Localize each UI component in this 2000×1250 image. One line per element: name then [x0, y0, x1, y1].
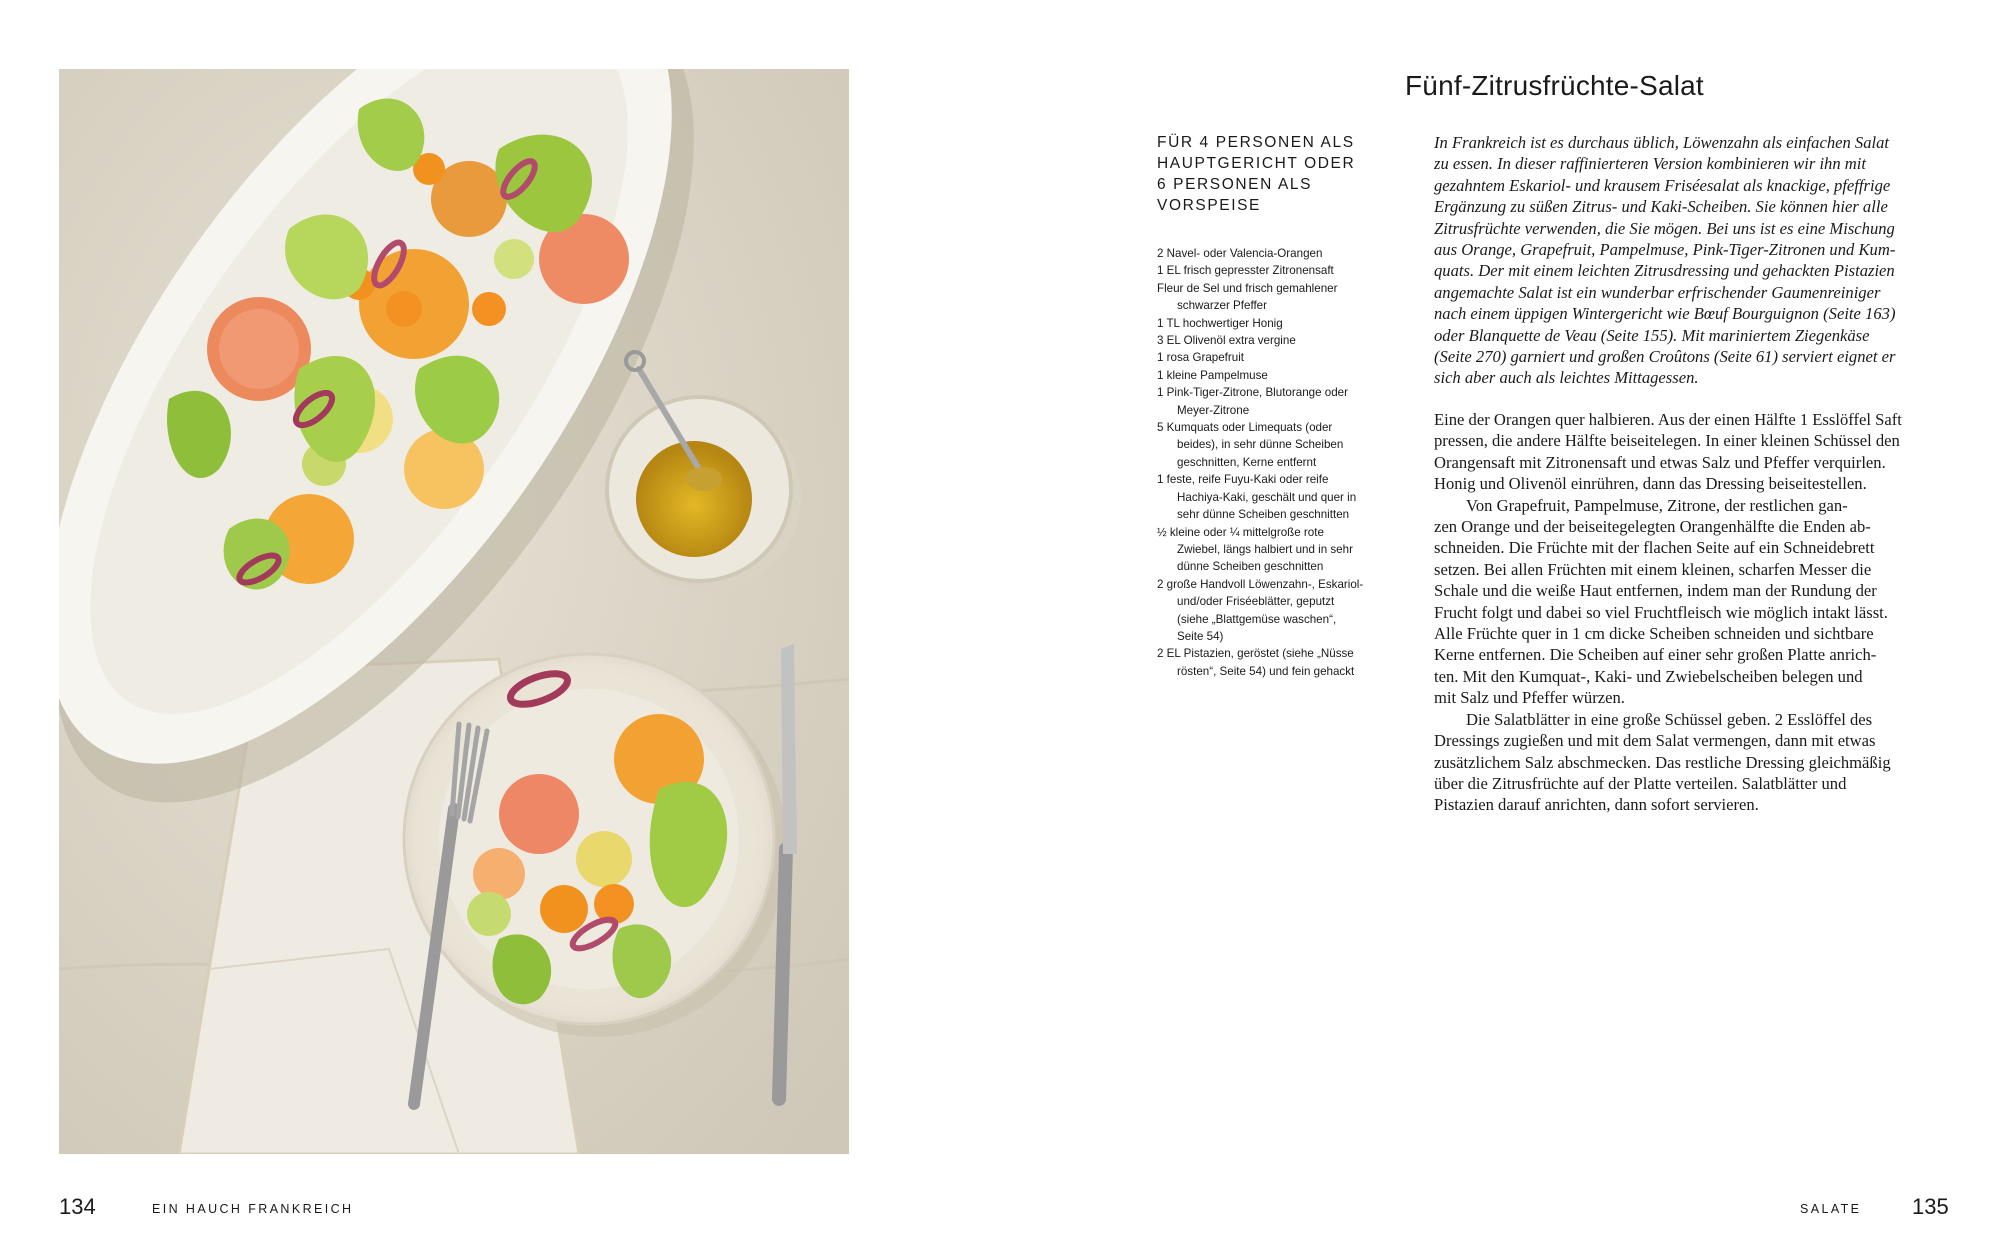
ingredient-line: 1 EL frisch gepresster Zitronensaft: [1157, 264, 1334, 278]
servings-line: HAUPTGERICHT ODER: [1157, 155, 1356, 172]
recipe-method: [1434, 409, 1954, 816]
ingredient-item: [1157, 384, 1397, 419]
method-line: Honig und Olivenöl einrühren, dann das Dressing beiseitestellen.: [1434, 474, 1867, 494]
method-line: schneiden. Die Früchte mit der flachen Seite auf ein Schneidebrett: [1434, 538, 1875, 558]
ingredient-list: [1157, 245, 1397, 680]
method-line: Schale und die weiße Haut entfernen, indem man der Rundung der: [1434, 581, 1877, 601]
running-head-right: SALATE: [1800, 1202, 1862, 1216]
ingredient-line: Meyer-Zitrone: [1177, 403, 1250, 417]
intro-line: (Seite 270) garniert und großen Croûtons (Seite 61) serviert eignet er: [1434, 347, 1896, 367]
method-line: Pistazien darauf anrichten, dann sofort servieren.: [1434, 795, 1759, 815]
intro-line: aus Orange, Grapefruit, Pampelmuse, Pink-Tiger-Zitronen und Kum-: [1434, 240, 1896, 260]
method-line: zen Orange und der beiseitegelegten Orangenhälfte die Enden ab-: [1434, 517, 1871, 537]
intro-line: oder Blanquette de Veau (Seite 155). Mit mariniertem Ziegenkäse: [1434, 325, 1870, 345]
recipe-title: Fünf-Zitrusfrüchte-Salat: [1405, 70, 1704, 101]
ingredient-item: [1157, 332, 1397, 349]
ingredient-line: 1 kleine Pampelmuse: [1157, 368, 1268, 382]
running-head-left: EIN HAUCH FRANKREICH: [152, 1202, 354, 1216]
ingredient-line: und/oder Friséeblätter, geputzt: [1177, 595, 1335, 609]
intro-line: angemachte Salat ist ein wunderbar erfrischender Gaumenreiniger: [1434, 282, 1881, 302]
servings-line: 6 PERSONEN ALS: [1157, 176, 1313, 193]
ingredient-item: [1157, 349, 1397, 366]
servings-line: VORSPEISE: [1157, 197, 1261, 214]
intro-line: sich aber auch als leichtes Mittagessen.: [1434, 368, 1699, 388]
intro-line: In Frankreich ist es durchaus üblich, Löwenzahn als einfachen Salat: [1434, 133, 1890, 152]
ingredient-line: 3 EL Olivenöl extra vergine: [1157, 334, 1296, 348]
ingredient-line: dünne Scheiben geschnitten: [1177, 560, 1324, 574]
method-line: über die Zitrusfrüchte auf der Platte verteilen. Salatblätter und: [1434, 773, 1847, 793]
intro-line: Ergänzung zu süßen Zitrus- und Kaki-Scheiben. Sie können hier alle: [1434, 197, 1888, 217]
ingredient-line: 2 EL Pistazien, geröstet (siehe „Nüsse: [1157, 647, 1354, 661]
page-number-right: 135: [1912, 1194, 1949, 1219]
ingredient-line: 2 große Handvoll Löwenzahn-, Eskariol-: [1157, 577, 1364, 591]
ingredient-item: [1157, 524, 1397, 576]
ingredient-line: sehr dünne Scheiben geschnitten: [1177, 508, 1350, 522]
intro-line: Zitrusfrüchte verwenden, die Sie mögen. Bei uns ist es eine Mischung: [1434, 218, 1895, 238]
ingredient-line: schwarzer Pfeffer: [1177, 299, 1267, 313]
ingredient-item: [1157, 280, 1397, 315]
ingredient-line: Hachiya-Kaki, geschält und quer in: [1177, 490, 1357, 504]
intro-line: gezahntem Eskariol- und krausem Friséesalat als knackige, pfeffrige: [1434, 175, 1891, 195]
intro-line: nach einem üppigen Wintergericht wie Bœuf Bourguignon (Seite 163): [1434, 304, 1896, 324]
ingredient-line: geschnitten, Kerne entfernt: [1177, 455, 1317, 469]
intro-line: zu essen. In dieser raffinierteren Version kombinieren wir ihn mit: [1434, 154, 1867, 174]
ingredient-line: (siehe „Blattgemüse waschen“,: [1177, 612, 1337, 626]
method-line: Die Salatblätter in eine große Schüssel geben. 2 Esslöffel des: [1466, 709, 1873, 729]
method-line: Orangensaft mit Zitronensaft und etwas Salz und Pfeffer verquirlen.: [1434, 452, 1886, 472]
salad-photo-illustration: [59, 69, 849, 1154]
ingredient-item: [1157, 471, 1397, 523]
ingredient-line: 1 TL hochwertiger Honig: [1157, 316, 1283, 330]
salad-photo: [59, 69, 849, 1154]
ingredient-line: 1 feste, reife Fuyu-Kaki oder reife: [1157, 473, 1329, 487]
ingredient-line: Zwiebel, längs halbiert und in sehr: [1177, 542, 1353, 556]
method-line: pressen, die andere Hälfte beiseitelegen. In einer kleinen Schüssel den: [1434, 431, 1900, 451]
recipe-intro: [1434, 132, 1954, 389]
ingredient-line: 1 rosa Grapefruit: [1157, 351, 1244, 365]
page-number-left: 134: [59, 1194, 96, 1219]
servings-line: FÜR 4 PERSONEN ALS: [1157, 134, 1355, 151]
method-line: Von Grapefruit, Pampelmuse, Zitrone, der restlichen gan-: [1466, 495, 1848, 515]
method-line: mit Salz und Pfeffer würzen.: [1434, 688, 1625, 708]
ingredient-item: [1157, 576, 1397, 646]
ingredient-item: [1157, 367, 1397, 384]
ingredient-item: [1157, 645, 1397, 680]
servings-block: [1157, 132, 1397, 216]
ingredient-line: Fleur de Sel und frisch gemahlener: [1157, 281, 1338, 295]
method-line: ten. Mit den Kumquat-, Kaki- und Zwiebelscheiben belegen und: [1434, 666, 1863, 686]
ingredient-item: [1157, 419, 1397, 471]
ingredient-line: rösten“, Seite 54) und fein gehackt: [1177, 664, 1355, 678]
method-line: Alle Früchte quer in 1 cm dicke Scheiben schneiden und sichtbare: [1434, 624, 1874, 644]
method-line: zusätzlichem Salz abschmecken. Das restliche Dressing gleichmäßig: [1434, 752, 1891, 772]
method-line: Dressings zugießen und mit dem Salat vermengen, dann mit etwas: [1434, 731, 1876, 751]
ingredient-line: 5 Kumquats oder Limequats (oder: [1157, 421, 1333, 435]
ingredient-line: ½ kleine oder ¼ mittelgroße rote: [1157, 525, 1324, 539]
ingredient-line: 2 Navel- oder Valencia-Orangen: [1157, 247, 1323, 260]
ingredient-line: beides), in sehr dünne Scheiben: [1177, 438, 1344, 452]
ingredient-line: Seite 54): [1177, 629, 1224, 643]
intro-line: quats. Der mit einem leichten Zitrusdressing und gehackten Pistazien: [1434, 261, 1895, 281]
ingredient-item: [1157, 245, 1397, 262]
method-line: Kerne entfernen. Die Scheiben auf einer sehr großen Platte anrich-: [1434, 645, 1877, 665]
method-line: setzen. Bei allen Früchten mit einem kleinen, scharfen Messer die: [1434, 559, 1872, 579]
method-line: Eine der Orangen quer halbieren. Aus der einen Hälfte 1 Esslöffel Saft: [1434, 410, 1902, 429]
method-line: Frucht folgt und dabei so viel Fruchtfleisch wie möglich intakt lässt.: [1434, 602, 1888, 622]
ingredient-item: [1157, 262, 1397, 279]
ingredient-line: 1 Pink-Tiger-Zitrone, Blutorange oder: [1157, 386, 1348, 400]
ingredient-item: [1157, 315, 1397, 332]
